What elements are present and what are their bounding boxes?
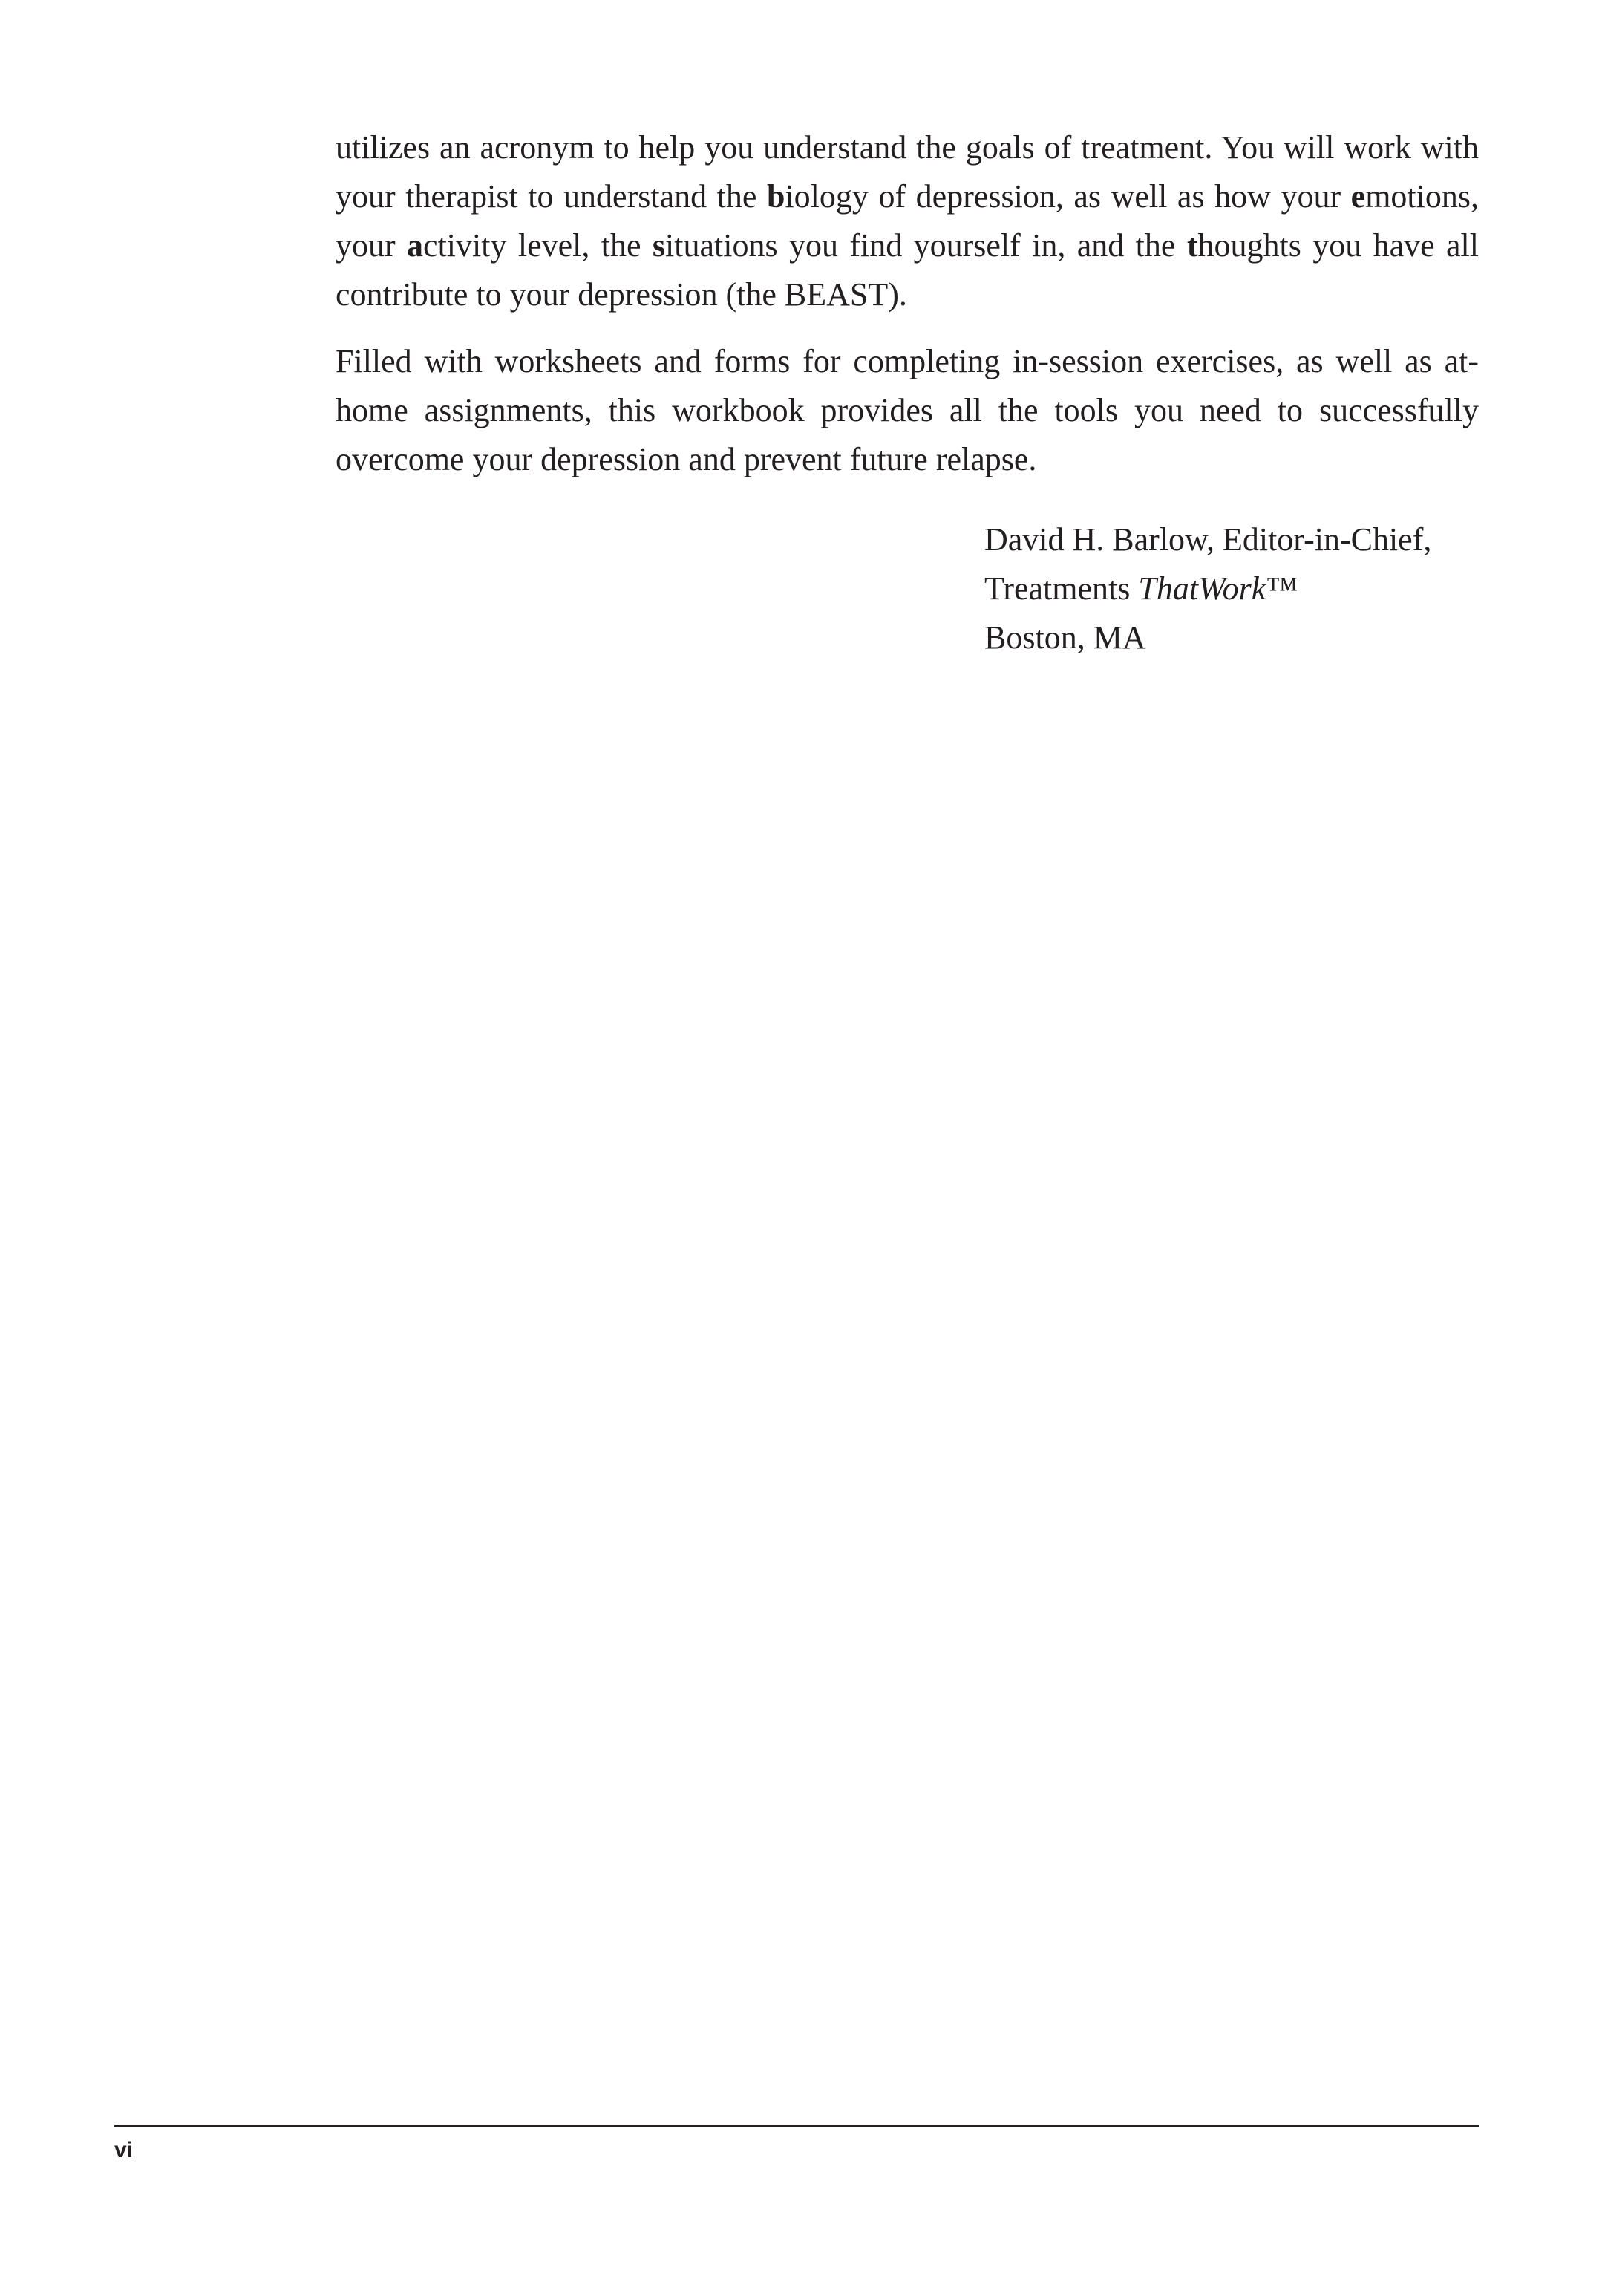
signature-location: Boston, MA	[984, 619, 1146, 656]
footer-rule	[114, 2125, 1479, 2127]
text-run: utilizes an acronym to help you understand the goals of treatment. You will work with your therapist to understand the	[336, 129, 1479, 215]
bold-initial-a: a	[407, 227, 424, 264]
signature-block	[984, 515, 1431, 662]
series-italic: ThatWork	[1138, 570, 1266, 607]
bold-initial-t: t	[1186, 227, 1198, 264]
bold-initial-e: e	[1350, 178, 1366, 215]
paragraph-beast-acronym	[336, 123, 1479, 319]
bold-initial-s: s	[652, 227, 666, 264]
bold-initial-b: b	[766, 178, 785, 215]
series-name	[984, 564, 1431, 613]
text-run: houghts you have all contribute to your depression (the BEAST).	[336, 227, 1479, 313]
text-run: ituations you find yourself in, and the	[665, 227, 1187, 264]
trademark-symbol: ™	[1266, 570, 1298, 607]
body-text	[336, 123, 1479, 502]
series-prefix: Treatments	[984, 570, 1139, 607]
paragraph-workbook-tools: Filled with worksheets and forms for completing in-session exercises, as well as at-home assignments, this workbook provides all the tools you need to successfully overcome your depression and prevent future relapse.	[336, 343, 1479, 477]
text-run: ctivity level, the	[423, 227, 653, 264]
signature-name: David H. Barlow, Editor-in-Chief,	[984, 521, 1432, 558]
page-number: vi	[114, 2138, 134, 2162]
text-run: motions, your	[336, 178, 1479, 264]
text-run: iology of depression, as well as how your	[785, 178, 1351, 215]
